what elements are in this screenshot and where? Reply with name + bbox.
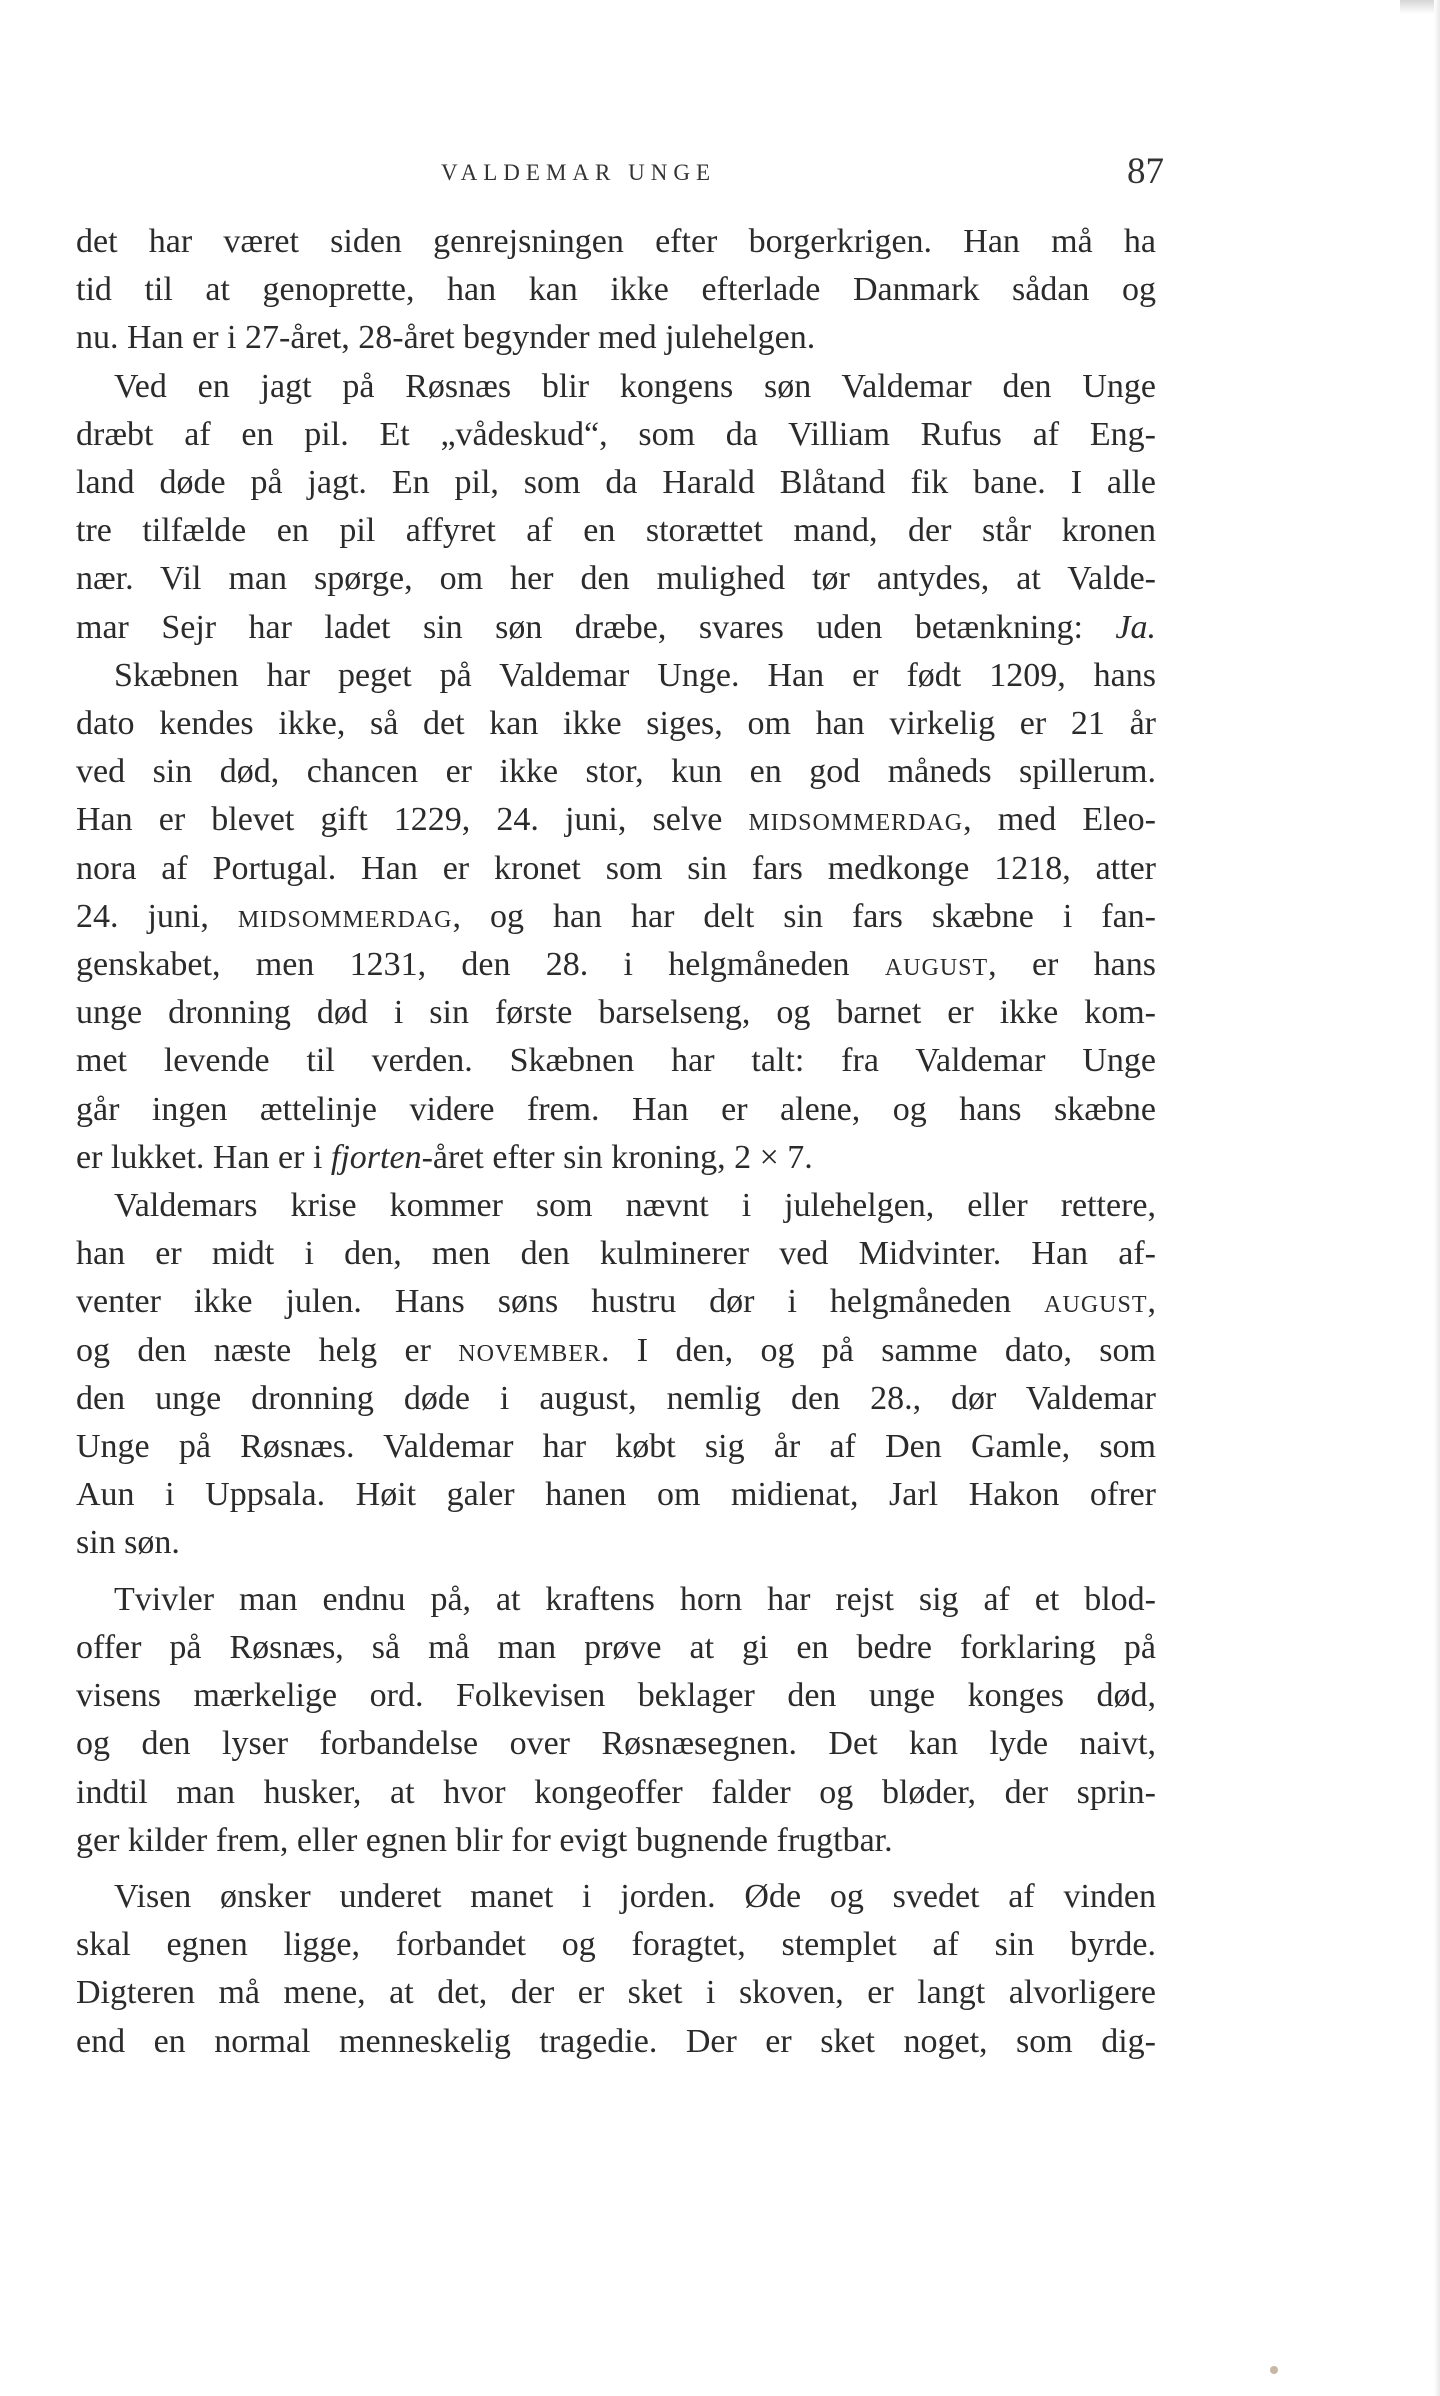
- text-line: det har været siden genrejsningen efter borgerkrigen. Han må ha: [76, 223, 1156, 260]
- text-fragment: , med Eleo-: [963, 801, 1156, 839]
- text-line: offer på Røsnæs, så må man prøve at gi en bedre forklaring på: [76, 1628, 1156, 1666]
- paragraph-2: [76, 363, 1156, 1182]
- text-line: [76, 1278, 1156, 1326]
- text-line: nær. Vil man spørge, om her den mulighed tør antydes, at Valde-: [76, 560, 1156, 598]
- text-fragment: venter ikke julen. Hans søns hustru dør i helgmåneden: [76, 1283, 1045, 1321]
- text-line: dræbt af en pil. Et „vådeskud“, som da Villiam Rufus af Eng-: [76, 415, 1156, 453]
- text-line: nora af Portugal. Han er kronet som sin fars medkonge 1218, atter: [76, 849, 1156, 887]
- smallcaps-word: august: [1044, 1283, 1148, 1321]
- text-line: [76, 1134, 1156, 1182]
- text-line: unge dronning død i sin første barselseng, og barnet er ikke kom-: [76, 994, 1156, 1032]
- text-fragment: , er hans: [988, 946, 1156, 984]
- text-line: skal egnen ligge, forbandet og foragtet, stemplet af sin byrde.: [76, 1926, 1156, 1964]
- text-line: Digteren må mene, at det, der er sket i skoven, er langt alvorligere: [76, 1974, 1156, 2012]
- text-line: Unge på Røsnæs. Valdemar har købt sig år af Den Gamle, som: [76, 1428, 1156, 1466]
- text-fragment: . I den, og på samme dato, som: [600, 1331, 1156, 1369]
- italic-word: Ja.: [1115, 608, 1156, 646]
- text-fragment: -året efter sin kroning, 2 × 7.: [421, 1138, 813, 1176]
- page-number: 87: [1127, 151, 1164, 192]
- text-fragment: Han er blevet gift 1229, 24. juni, selve: [76, 801, 749, 839]
- text-line: Visen ønsker underet manet i jorden. Øde og svedet af vinden: [114, 1877, 1156, 1915]
- italic-word: fjorten: [330, 1138, 422, 1176]
- text-line: Aun i Uppsala. Høit galer hanen om midienat, Jarl Hakon ofrer: [76, 1476, 1156, 1514]
- body-text: [76, 218, 1156, 2066]
- text-line: Ved en jagt på Røsnæs blir kongens søn Valdemar den Unge: [114, 367, 1156, 405]
- text-line: [76, 941, 1156, 989]
- page-edge-shadow: [1434, 0, 1440, 2396]
- text-fragment: 24. juni,: [76, 897, 238, 935]
- text-line: Valdemars krise kommer som nævnt i julehelgen, eller rettere,: [114, 1187, 1156, 1225]
- text-fragment: mar Sejr har ladet sin søn dræbe, svares uden betænkning:: [76, 608, 1116, 646]
- text-line: land døde på jagt. En pil, som da Harald Blåtand fik bane. I alle: [76, 464, 1156, 502]
- text-line: [76, 1327, 1156, 1375]
- text-fragment: er lukket. Han er i: [76, 1138, 331, 1176]
- text-line: tre tilfælde en pil affyret af en storættet mand, der står kronen: [76, 512, 1156, 550]
- text-line: indtil man husker, at hvor kongeoffer falder og bløder, der sprin-: [76, 1773, 1156, 1811]
- text-fragment: ,: [1147, 1283, 1156, 1321]
- paragraph-3: [76, 1182, 1156, 1568]
- running-title: VALDEMAR UNGE: [441, 160, 716, 185]
- paragraph-5: [76, 1873, 1156, 2066]
- text-line: met levende til verden. Skæbnen har talt: fra Valdemar Unge: [76, 1042, 1156, 1080]
- text-line: sin søn.: [76, 1524, 180, 1562]
- text-line: går ingen ættelinje videre frem. Han er alene, og hans skæbne: [76, 1090, 1156, 1128]
- text-line: den unge dronning døde i august, nemlig den 28., dør Valdemar: [76, 1379, 1156, 1417]
- text-line: end en normal menneskelig tragedie. Der er sket noget, som dig-: [76, 2022, 1156, 2060]
- smallcaps-word: november: [458, 1331, 601, 1369]
- text-fragment: , og han har delt sin fars skæbne i fan-: [452, 897, 1156, 935]
- paragraph-4: [76, 1576, 1156, 1865]
- text-line: [76, 604, 1156, 652]
- text-line: Tvivler man endnu på, at kraftens horn har rejst sig af et blod-: [114, 1580, 1156, 1618]
- text-line: Skæbnen har peget på Valdemar Unge. Han er født 1209, hans: [114, 656, 1156, 694]
- smallcaps-word: august: [884, 946, 989, 984]
- text-line: ger kilder frem, eller egnen blir for evigt bugnende frugtbar.: [76, 1821, 893, 1859]
- text-line: [76, 893, 1156, 941]
- text-line: tid til at genoprette, han kan ikke efterlade Danmark sådan og: [76, 271, 1156, 309]
- page-header: [76, 150, 1164, 200]
- paper-speck: [1270, 2366, 1278, 2374]
- text-fragment: og den næste helg er: [76, 1331, 459, 1369]
- smallcaps-word: midsommerdag: [237, 897, 453, 935]
- text-line: visens mærkelige ord. Folkevisen beklager den unge konges død,: [76, 1677, 1156, 1715]
- text-line: [76, 796, 1156, 844]
- text-line: og den lyser forbandelse over Røsnæsegnen. Det kan lyde naivt,: [76, 1725, 1156, 1763]
- text-line: han er midt i den, men den kulminerer ved Midvinter. Han af-: [76, 1235, 1156, 1273]
- text-fragment: genskabet, men 1231, den 28. i helgmåneden: [76, 946, 885, 984]
- text-line: nu. Han er i 27-året, 28-året begynder med julehelgen.: [76, 319, 816, 357]
- text-line: dato kendes ikke, så det kan ikke siges, om han virkelig er 21 år: [76, 705, 1156, 743]
- smallcaps-word: midsommerdag: [748, 801, 964, 839]
- paragraph-1: [76, 218, 1156, 363]
- text-line: ved sin død, chancen er ikke stor, kun en god måneds spillerum.: [76, 753, 1156, 791]
